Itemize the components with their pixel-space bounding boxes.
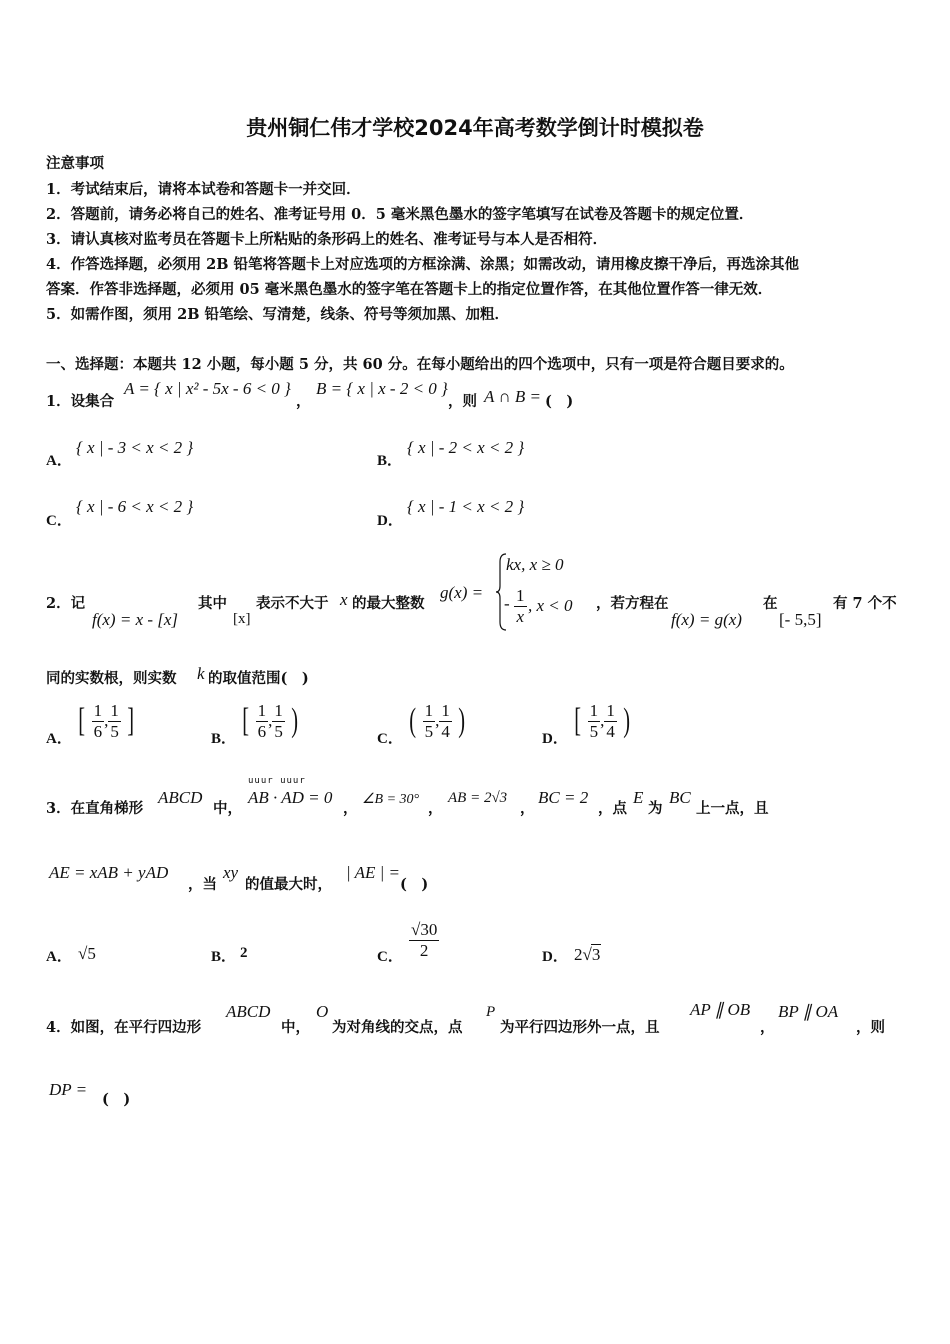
q3-option-a[interactable]: √5 <box>78 944 96 963</box>
q3-option-b[interactable]: 2 <box>240 945 248 961</box>
q2-case-1: kx, x ≥ 0 <box>506 555 564 574</box>
q4-comma: ， <box>760 1019 775 1036</box>
q4-ap-parallel-ob: AP ∥ OB <box>690 1000 751 1019</box>
q1-ask-text: ，则 <box>448 393 477 410</box>
q1-paren: ( ) <box>545 393 574 410</box>
q3-ae-expression: AE = xAB + yAD <box>49 863 169 882</box>
q1-prefix: 1．设集合 <box>46 393 115 410</box>
q2-option-c-n1: 1 <box>424 701 434 720</box>
q2-fx-def: f(x) = x - [x] <box>92 610 179 629</box>
q3-text-2: 中， <box>213 800 242 817</box>
q2-piecewise <box>496 552 596 632</box>
q3-option-d-coef: 2 <box>574 945 583 964</box>
q3-angle: ∠B = 30° <box>362 792 420 807</box>
q4-point-o: O <box>316 1002 329 1021</box>
q3-paren: ( ) <box>400 876 429 893</box>
q2-line2-a: 同的实数根，则实数 <box>46 670 177 687</box>
section-heading: 一、选择题：本题共 12 小题，每小题 5 分，共 60 分。在每小题给出的四个选项中，只有一项是符合题目要求的。 <box>46 356 794 373</box>
q2-option-c-label[interactable]: C． <box>377 731 403 747</box>
q2-option-b-left: [ <box>242 702 250 740</box>
q2-equation: f(x) = g(x) <box>671 610 742 629</box>
notice-heading: 注意事项 <box>46 155 104 172</box>
q2-case-2-num: 1 <box>516 586 525 605</box>
q2-text-6: 在 <box>763 595 778 612</box>
q1-option-b-label[interactable]: B． <box>377 453 403 469</box>
q2-option-a-n2: 1 <box>110 701 119 720</box>
q2-floor-x: [x] <box>233 611 251 627</box>
q1-option-a-label[interactable]: A． <box>46 453 72 469</box>
q2-option-a-d1: 6 <box>93 721 103 741</box>
q2-option-d-n2: 1 <box>606 701 615 720</box>
q2-option-a-label[interactable]: A． <box>46 731 72 747</box>
q2-option-d-label[interactable]: D． <box>542 731 568 747</box>
q2-option-a-left: [ <box>78 702 86 740</box>
q2-option-b-n2: 1 <box>274 701 283 720</box>
q3-dot-product: AB · AD = 0 <box>248 788 333 807</box>
q3-text-7: 的值最大时， <box>245 876 332 893</box>
q3-comma-3: ， <box>520 800 535 817</box>
q2-option-a-n1: 1 <box>93 701 103 720</box>
q1-option-c[interactable]: { x | - 6 < x < 2 } <box>76 497 194 516</box>
q2-text-4: 的最大整数 <box>352 595 425 612</box>
q2-option-a[interactable]: [ $\frac{1}{6}$ , $\frac{1}{5}$ ] <box>78 701 135 741</box>
q4-text-4: 为平行四边形外一点，且 <box>500 1019 660 1036</box>
q4-text-1: 4．如图，在平行四边形 <box>46 1019 202 1036</box>
notice-item: 5．如需作图，须用 2B 铅笔绘、写清楚，线条、符号等须加黑、加粗． <box>46 306 510 323</box>
notice-item: 4．作答选择题，必须用 2B 铅笔将答题卡上对应选项的方框涂满、涂黑；如需改动，请用橡皮擦干净后，再选涂其他 <box>46 256 800 273</box>
q3-xy: xy <box>223 863 239 882</box>
q2-text-2: 其中 <box>198 595 227 612</box>
q2-option-d-d1: 5 <box>589 721 599 741</box>
q2-case-2-minus: - <box>504 594 510 613</box>
q2-case-2-frac <box>514 586 527 626</box>
q4-dp: DP = <box>49 1080 88 1099</box>
q3-text-5: 上一点，且 <box>696 800 769 817</box>
q1-set-a: A = { x | x² - 5x - 6 < 0 } <box>124 379 291 398</box>
q4-paren: ( ) <box>102 1091 131 1108</box>
q1-option-d[interactable]: { x | - 1 < x < 2 } <box>407 497 525 516</box>
q2-option-d-right: ) <box>623 702 631 740</box>
q2-option-b[interactable]: [ $\frac{1}{6}$ , $\frac{1}{5}$ ) <box>242 701 299 741</box>
q2-gx-label: g(x) = <box>440 583 484 602</box>
q1-option-c-label[interactable]: C． <box>46 513 72 529</box>
q2-option-c[interactable]: ( $\frac{1}{5}$ , $\frac{1}{4}$ ) <box>409 701 466 741</box>
q2-case-2-cond: , x < 0 <box>528 596 573 615</box>
q2-option-c-left: ( <box>409 702 417 740</box>
q4-text-2: 中， <box>281 1019 310 1036</box>
q1-ask-math: A ∩ B = <box>484 387 541 406</box>
q3-comma-1: ， <box>343 800 358 817</box>
q2-text-5: ，若方程在 <box>596 595 669 612</box>
q3-option-c-num: √30 <box>411 920 438 939</box>
q2-option-b-right: ) <box>291 702 299 740</box>
q2-text-1: 2．记 <box>46 595 86 612</box>
q3-text-1: 3．在直角梯形 <box>46 800 144 817</box>
q4-bp-parallel-oa: BP ∥ OA <box>778 1002 839 1021</box>
q2-interval: [- 5,5] <box>779 610 822 629</box>
q4-text-3: 为对角线的交点，点 <box>332 1019 463 1036</box>
q2-k-var: k <box>197 664 205 683</box>
q2-option-d-n1: 1 <box>589 701 599 720</box>
notice-item: 1．考试结束后，请将本试卷和答题卡一并交回． <box>46 181 361 198</box>
q3-option-a-label[interactable]: A． <box>46 949 72 965</box>
q2-option-a-d2: 5 <box>110 721 119 741</box>
q4-text-5: ，则 <box>856 1019 885 1036</box>
q4-abcd: ABCD <box>226 1002 271 1021</box>
q3-text-6: ，当 <box>188 876 217 893</box>
notice-item: 3．请认真核对监考员在答题卡上所粘贴的条形码上的姓名、准考证号与本人是否相符． <box>46 231 608 248</box>
q3-option-c-label[interactable]: C． <box>377 949 403 965</box>
q3-comma-2: ， <box>428 800 443 817</box>
notice-item: 2．答题前，请务必将自己的姓名、准考证号用 0．5 毫米黑色墨水的签字笔填写在试卷及答题卡的规定位置． <box>46 206 754 223</box>
q1-option-a[interactable]: { x | - 3 < x < 2 } <box>76 438 194 457</box>
q2-text-7: 有 7 个不 <box>833 595 897 612</box>
q2-option-c-d2: 4 <box>441 721 450 741</box>
q3-ab-length: AB = 2√3 <box>448 790 508 806</box>
q3-option-d-rad: 3 <box>591 945 601 964</box>
q3-bc: BC <box>669 788 691 807</box>
notice-item: 答案．作答非选择题，必须用 05 毫米黑色墨水的签字笔在答题卡上的指定位置作答，在其他位置作答一律无效． <box>46 281 773 298</box>
q3-option-d-label[interactable]: D． <box>542 949 568 965</box>
q2-option-c-right: ) <box>458 702 466 740</box>
q3-option-c[interactable] <box>409 920 439 960</box>
q1-option-b[interactable]: { x | - 2 < x < 2 } <box>407 438 525 457</box>
q3-option-c-den: 2 <box>419 940 429 960</box>
q2-option-c-n2: 1 <box>441 701 450 720</box>
q2-line2-b: 的取值范围( ) <box>208 670 309 687</box>
q3-vector-marks: uuur uuur <box>248 776 306 786</box>
q3-text-3: ，点 <box>598 800 627 817</box>
q2-option-a-right: ] <box>127 702 135 740</box>
q2-option-d-left: [ <box>574 702 582 740</box>
q2-option-d-d2: 4 <box>606 721 615 741</box>
q3-text-4: 为 <box>648 800 663 817</box>
q2-option-b-d2: 5 <box>274 721 283 741</box>
q1-set-b: B = { x | x - 2 < 0 } <box>316 379 448 398</box>
q2-case-2-den: x <box>516 606 525 626</box>
q1-comma: ， <box>296 393 311 410</box>
q1-option-d-label[interactable]: D． <box>377 513 403 529</box>
q2-option-c-d1: 5 <box>424 721 434 741</box>
q3-abcd: ABCD <box>158 788 203 807</box>
q2-option-b-label[interactable]: B． <box>211 731 237 747</box>
q2-option-b-d1: 6 <box>257 721 267 741</box>
q4-point-p: P <box>486 1004 496 1020</box>
q3-abs-ae: | AE | = <box>346 863 401 882</box>
q3-bc-length: BC = 2 <box>538 788 589 807</box>
q2-x-var: x <box>340 590 348 609</box>
q2-option-d[interactable]: [ $\frac{1}{5}$ , $\frac{1}{4}$ ) <box>574 701 631 741</box>
q2-text-3: 表示不大于 <box>256 595 329 612</box>
q3-point-e: E <box>633 788 644 807</box>
page-title: 贵州铜仁伟才学校2024年高考数学倒计时模拟卷 <box>246 116 704 140</box>
q3-option-d[interactable]: 2√3 <box>574 945 601 964</box>
q3-option-b-label[interactable]: B． <box>211 949 237 965</box>
q2-option-b-n1: 1 <box>257 701 267 720</box>
